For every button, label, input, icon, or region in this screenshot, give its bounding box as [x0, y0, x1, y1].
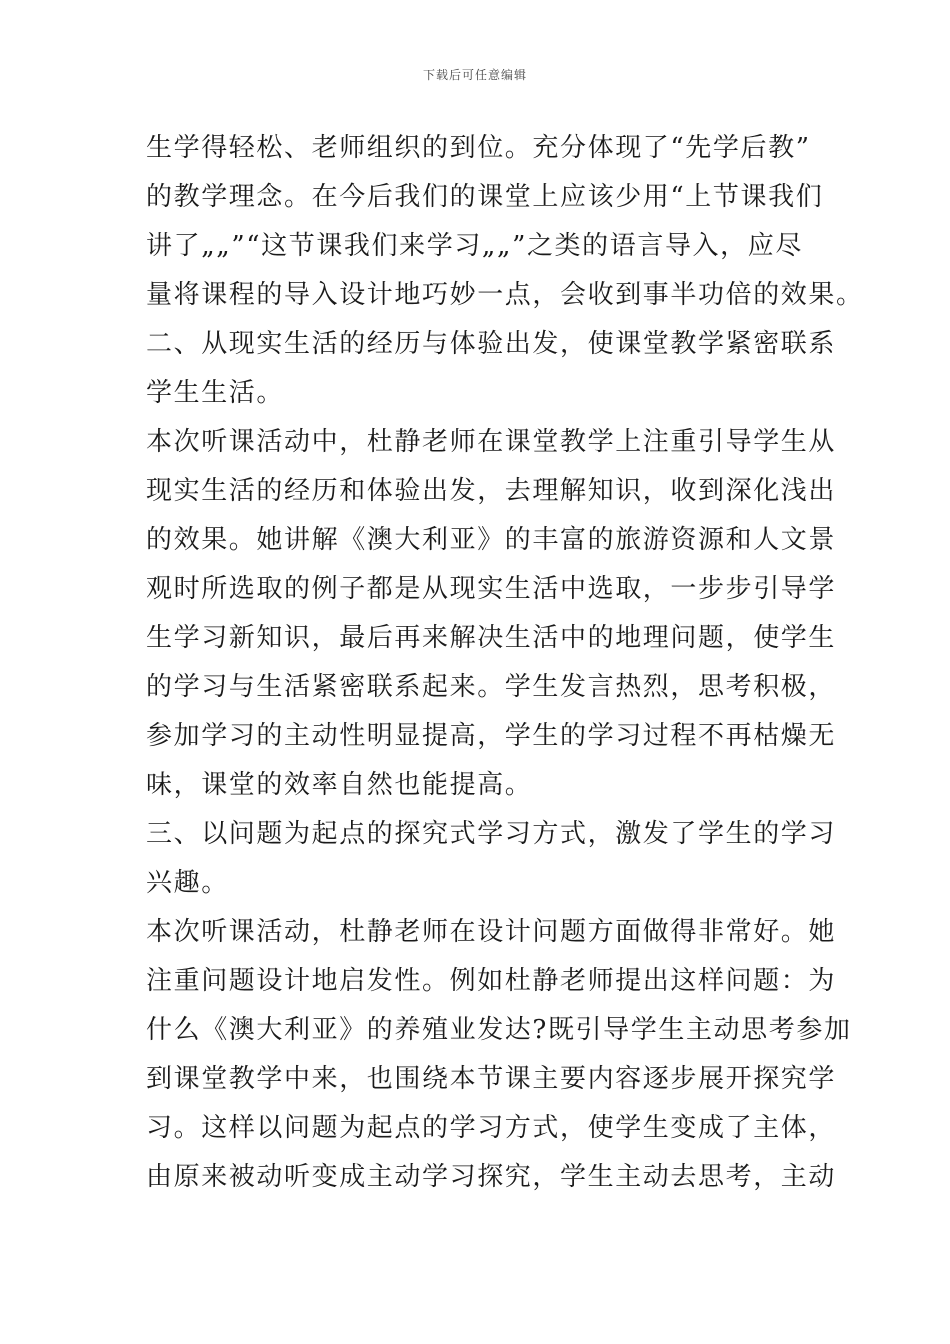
text-line: 由原来被动听变成主动学习探究，学生主动去思考，主动 [146, 1162, 837, 1192]
text-line: 生学习新知识，最后再来解决生活中的地理问题，使学生 [146, 623, 837, 653]
text-line: 现实生活的经历和体验出发，去理解知识，收到深化浅出 [146, 476, 837, 506]
text-line: 本次听课活动，杜静老师在设计问题方面做得非常好。她 [146, 917, 837, 947]
text-line: 讲了„„”“这节课我们来学习„„”之类的语言导入，应尽 [146, 231, 803, 261]
text-line: 味，课堂的效率自然也能提高。 [146, 770, 533, 800]
text-line: 量将课程的导入设计地巧妙一点，会收到事半功倍的效果。 [146, 280, 864, 310]
text-line: 的教学理念。在今后我们的课堂上应该少用“上节课我们 [146, 182, 824, 212]
text-line: 注重问题设计地启发性。例如杜静老师提出这样问题：为 [146, 966, 837, 996]
section-heading-line: 兴趣。 [146, 868, 229, 898]
text-line: 生学得轻松、老师组织的到位。充分体现了“先学后教” [146, 133, 811, 163]
text-line: 观时所选取的例子都是从现实生活中选取，一步步引导学 [146, 574, 837, 604]
text-line: 什么《澳大利亚》的养殖业发达?既引导学生主动思考参加 [146, 1015, 852, 1045]
section-heading-line: 二、从现实生活的经历与体验出发，使课堂教学紧密联系 [146, 329, 837, 359]
text-line: 到课堂教学中来，也围绕本节课主要内容逐步展开探究学 [146, 1064, 837, 1094]
text-line: 的学习与生活紧密联系起来。学生发言热烈，思考积极， [146, 672, 837, 702]
text-line: 本次听课活动中，杜静老师在课堂教学上注重引导学生从 [146, 427, 837, 457]
text-line: 参加学习的主动性明显提高，学生的学习过程不再枯燥无 [146, 721, 837, 751]
section-heading-line: 三、以问题为起点的探究式学习方式，激发了学生的学习 [146, 819, 837, 849]
page-header: 下载后可任意编辑 [422, 68, 527, 82]
text-line: 的效果。她讲解《澳大利亚》的丰富的旅游资源和人文景 [146, 525, 837, 555]
text-line: 习。这样以问题为起点的学习方式，使学生变成了主体， [146, 1113, 837, 1143]
section-heading-line: 学生生活。 [146, 378, 285, 408]
body-text [146, 124, 864, 1202]
